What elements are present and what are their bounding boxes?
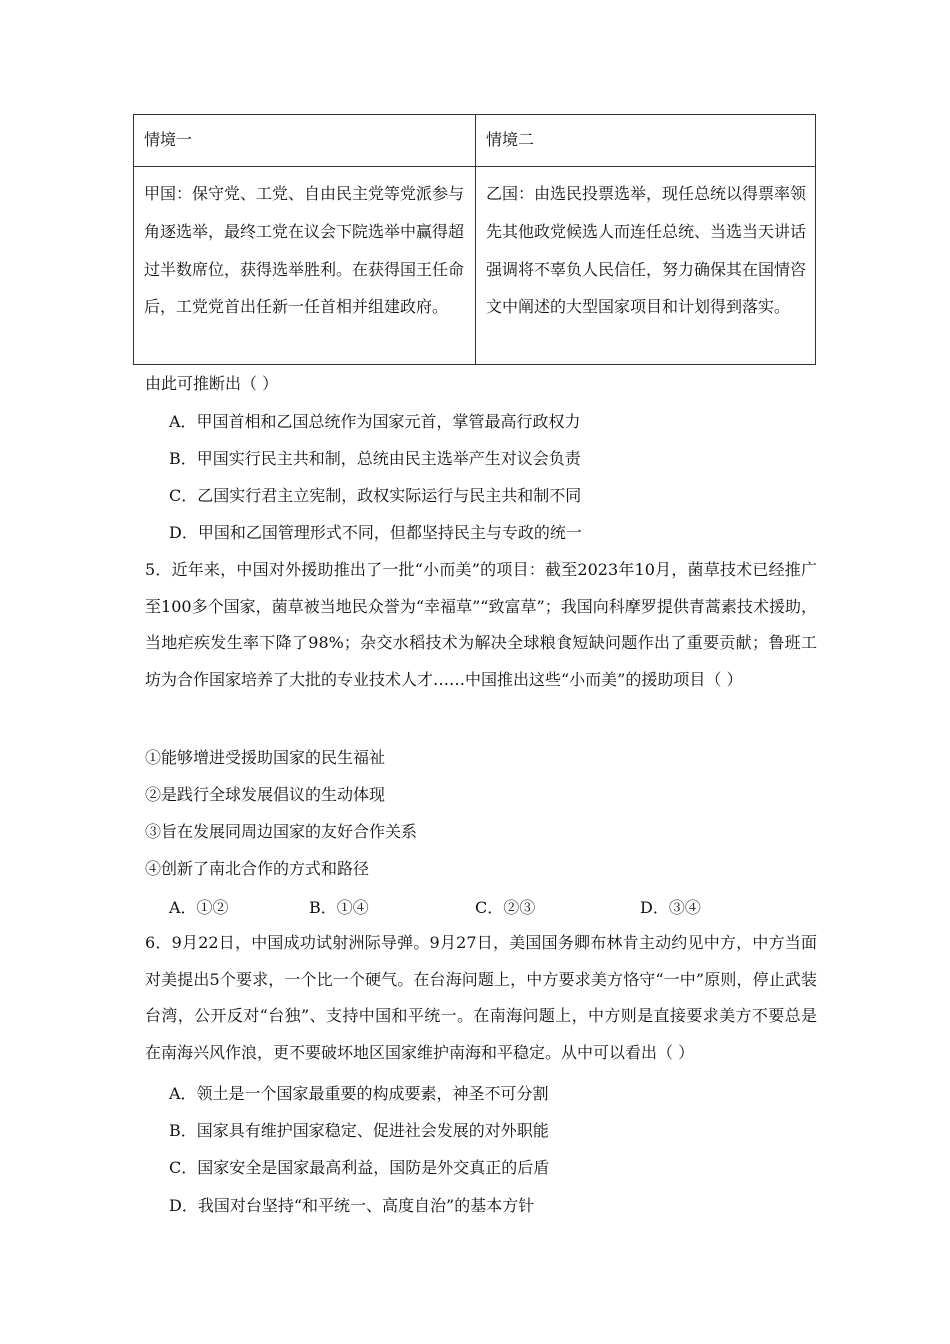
table-header-scenario-2: 情境二 xyxy=(486,130,535,149)
question-6-option-c: C．国家安全是国家最高利益，国防是外交真正的后盾 xyxy=(169,1158,550,1177)
question-4-option-c: C．乙国实行君主立宪制，政权实际运行与民主共和制不同 xyxy=(169,486,582,505)
question-6-option-d: D．我国对台坚持“和平统一、高度自治”的基本方针 xyxy=(169,1196,535,1215)
question-6-option-b: B．国家具有维护国家稳定、促进社会发展的对外职能 xyxy=(169,1121,549,1140)
question-6-option-a: A．领土是一个国家最重要的构成要素，神圣不可分割 xyxy=(169,1084,549,1103)
table-cell-country-a: 甲国：保守党、工党、自由民主党等党派参与角逐选举，最终工党在议会下院选举中赢得超过半数席位，获得选举胜利。在获得国王任命后，工党党首出任新一任首相并组建政府。 xyxy=(144,184,465,317)
question-4-option-a: A．甲国首相和乙国总统作为国家元首，掌管最高行政权力 xyxy=(169,412,581,431)
question-5-option-a: A．①② xyxy=(169,898,229,917)
question-6-stem: 6．9月22日，中国成功试射洲际导弹。9月27日，美国国务卿布林肯主动约见中方，中方当面对美提出5个要求，一个比一个硬气。在台海问题上，中方要求美方恪守“一中”原则，停止武装台湾，公开反对“台独”、支持中国和平统一。在南海问题上，中方则是直接要求美方不要总是在南海兴风作浪，更不要破坏地区国家维护南海和平稳定。从中可以看出（ ） xyxy=(145,933,817,1062)
question-5-stem: 5．近年来，中国对外援助推出了一批“小而美”的项目：截至2023年10月，菌草技术已经推广至100多个国家，菌草被当地民众誉为“幸福草”“致富草”；我国向科摩罗提供青蒿素技术援助，当地疟疾发生率下降了98%；杂交水稻技术为解决全球粮食短缺问题作出了重要贡献；鲁班工坊为合作国家培养了大批的专业技术人才……中国推出这些“小而美”的援助项目（ ） xyxy=(145,560,817,689)
scenario-table xyxy=(133,114,816,365)
table-column-divider xyxy=(475,115,476,364)
question-5-statement-4: ④创新了南北合作的方式和路径 xyxy=(145,859,370,878)
table-row-divider xyxy=(134,166,815,167)
question-5-statement-1: ①能够增进受援助国家的民生福祉 xyxy=(145,748,386,767)
question-5-statement-3: ③旨在发展同周边国家的友好合作关系 xyxy=(145,822,418,841)
question-5-option-c: C．②③ xyxy=(475,898,536,917)
table-cell-country-b: 乙国：由选民投票选举，现任总统以得票率领先其他政党候选人而连任总统、当选当天讲话强调将不辜负人民信任，努力确保其在国情咨文中阐述的大型国家项目和计划得到落实。 xyxy=(486,184,807,317)
question-5-statement-2: ②是践行全球发展倡议的生动体现 xyxy=(145,785,386,804)
question-5-option-d: D．③④ xyxy=(640,898,701,917)
question-4-stem: 由此可推断出（ ） xyxy=(145,374,279,393)
question-5-option-b: B．①④ xyxy=(309,898,369,917)
table-header-scenario-1: 情境一 xyxy=(144,130,193,149)
question-4-option-d: D．甲国和乙国管理形式不同，但都坚持民主与专政的统一 xyxy=(169,523,582,542)
question-4-option-b: B．甲国实行民主共和制，总统由民主选举产生对议会负责 xyxy=(169,449,581,468)
